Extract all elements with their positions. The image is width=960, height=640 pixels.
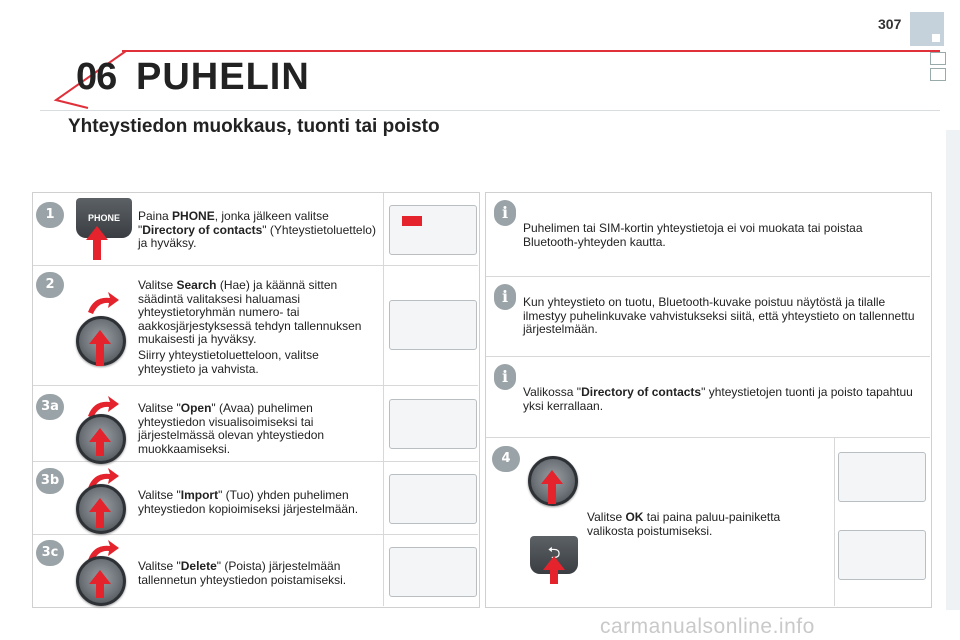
row-sep (33, 385, 478, 386)
press-arrow-icon (89, 330, 111, 344)
step-3a-text: Valitse "Open" (Avaa) puhelimen yhteystiedon visualisoimiseksi tai järjestelmässä olevan yhteystiedon muokkaamiseksi. (138, 401, 325, 456)
info-2-text: Kun yhteystieto on tuotu, Bluetooth-kuvake poistuu näytöstä ja tilalle ilmestyy puhelinkuvake vahvistukseksi siitä, että yhteystieto on tallennettu järjestelmään. (523, 295, 915, 336)
step-3b-text: Valitse "Import" (Tuo) yhden puhelimen yhteystiedon kopioimiseksi järjestelmään. (138, 488, 359, 516)
radio-unit-icon (838, 530, 926, 580)
step-badge-2: 2 (36, 272, 64, 298)
press-arrow-icon (89, 498, 111, 512)
back-button-icon: ⮌ (530, 536, 578, 574)
info-3-text: Valikossa "Directory of contacts" yhteystietojen tuonti ja poisto tapahtuu yksi kerrallaan. (523, 385, 913, 413)
press-arrow-icon (89, 428, 111, 442)
section-rule (40, 110, 940, 111)
row-sep (486, 276, 930, 277)
left-image-column-sep (383, 193, 384, 606)
side-box-1 (930, 52, 946, 65)
press-arrow-shaft (550, 570, 558, 584)
radio-unit-icon (838, 452, 926, 502)
side-box-2 (930, 68, 946, 81)
row-sep (33, 534, 478, 535)
press-arrow-shaft (96, 512, 104, 528)
press-arrow-icon (543, 556, 565, 570)
press-arrow-shaft (96, 442, 104, 456)
info-icon: i (494, 200, 516, 226)
step-1-text: Paina PHONE, jonka jälkeen valitse "Directory of contacts" (Yhteystietoluettelo) ja hyväksy. (138, 209, 376, 250)
press-arrow-icon (89, 570, 111, 584)
phone-button-icon: PHONE (76, 198, 132, 238)
press-arrow-shaft (96, 344, 104, 366)
step-4-text: Valitse OK tai paina paluu-painiketta valikosta poistumiseksi. (587, 510, 781, 538)
rotate-arrow-icon (84, 290, 120, 316)
step-2-text: Valitse Search (Hae) ja käännä sitten säädintä valitaksesi haluamasi yhteystietoryhmän numero- tai aakkosjärjestyksessä tehdyn tallennuksen mukaisesti ja hyväksy. (138, 278, 362, 346)
right-strip (946, 130, 960, 610)
info-icon: i (494, 364, 516, 390)
right-image-column-sep (834, 438, 835, 606)
step-3c-text: Valitse "Delete" (Poista) järjestelmään tallennetun yhteystiedon poistamiseksi. (138, 559, 347, 587)
press-arrow-shaft (548, 484, 556, 504)
corner-tab (910, 12, 944, 46)
info-1-text: Puhelimen tai SIM-kortin yhteystietoja ei voi muokata tai poistaa Bluetooth-yhteyden kautta. (523, 221, 863, 249)
chapter-number: 06 (76, 56, 117, 98)
section-title: Yhteystiedon muokkaus, tuonti tai poisto (68, 116, 440, 137)
watermark: carmanualsonline.info (600, 615, 815, 638)
step-badge-3b: 3b (36, 468, 64, 494)
step-badge-4: 4 (492, 446, 520, 472)
radio-highlight (402, 216, 422, 226)
row-sep (486, 356, 930, 357)
press-arrow-icon (541, 470, 563, 484)
press-arrow-shaft (96, 584, 104, 598)
page-number: 307 (878, 16, 902, 32)
radio-unit-icon (389, 300, 477, 350)
radio-unit-icon (389, 399, 477, 449)
press-arrow-shaft (93, 240, 101, 260)
header-red-line (122, 50, 940, 52)
step-badge-3c: 3c (36, 540, 64, 566)
info-icon: i (494, 284, 516, 310)
radio-unit-icon (389, 474, 477, 524)
radio-unit-icon (389, 547, 477, 597)
press-arrow-icon (86, 226, 108, 240)
step-2-extra-text: Siirry yhteystietoluetteloon, valitse yhteystieto ja vahvista. (138, 348, 319, 376)
row-sep (33, 265, 478, 266)
step-badge-3a: 3a (36, 394, 64, 420)
radio-unit-icon (389, 205, 477, 255)
row-sep (486, 437, 930, 438)
chapter-title: PUHELIN (136, 56, 310, 98)
step-badge-1: 1 (36, 202, 64, 228)
